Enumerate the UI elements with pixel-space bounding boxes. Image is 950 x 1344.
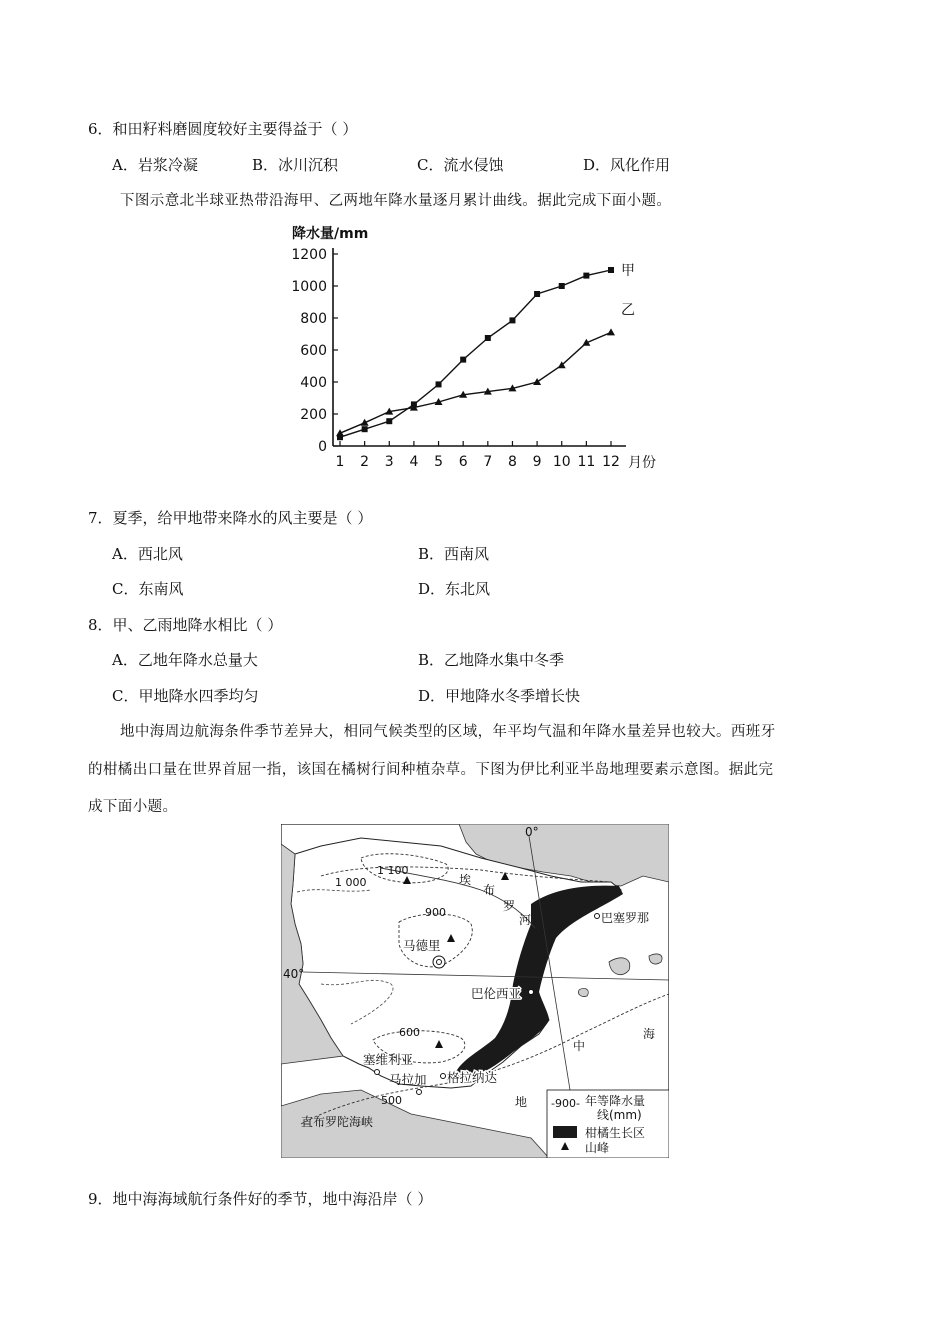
q7-option-b: B．西南风 <box>418 545 490 563</box>
series-2-point <box>361 419 369 426</box>
chart-xtick-label: 2 <box>360 454 370 470</box>
river-char-3: 罗 <box>503 899 516 913</box>
map-legend <box>547 1090 669 1158</box>
series-1-point <box>460 357 466 363</box>
legend-citrus-swatch <box>553 1126 577 1138</box>
question-8-stem: 8．甲、乙雨地降水相比（ ） <box>88 616 283 634</box>
series-2-point <box>607 328 615 335</box>
chart-ytick-label: 400 <box>300 375 327 391</box>
iberia-map <box>281 824 669 1158</box>
legend-isohyet-sample: -900- <box>551 1097 580 1110</box>
q7-option-a: A．西北风 <box>112 545 183 563</box>
sea-char-1: 地 <box>515 1095 528 1109</box>
chart-xtick-label: 4 <box>409 454 419 470</box>
chart-ylabel: 降水量/mm <box>292 226 369 242</box>
intro-paragraph-2-line-2: 的柑橘出口量在世界首屈一指，该国在橘树行间种植杂草。下图为伊比利亚半岛地理要素示意图。据此完 <box>88 762 774 778</box>
q8-option-c: C．甲地降水四季均匀 <box>112 687 259 705</box>
series-1-point <box>608 267 614 273</box>
isohyet-1000-label: 1 000 <box>335 876 367 889</box>
q6-option-b: B．冰川沉积 <box>252 156 339 174</box>
q6-option-d: D．风化作用 <box>583 156 671 174</box>
island-ibiza <box>578 988 588 996</box>
q6-option-c: C．流水侵蚀 <box>417 156 504 174</box>
river-char-4: 河 <box>519 913 532 927</box>
chart-xtick-label: 8 <box>507 454 517 470</box>
question-7-stem: 7．夏季，给甲地带来降水的风主要是（ ） <box>88 509 373 527</box>
isohyet-900-label: 900 <box>425 906 446 919</box>
series-label-1: 甲 <box>621 263 635 279</box>
precipitation-chart <box>280 222 670 477</box>
legend-isohyet-label-2: 线(mm) <box>597 1108 642 1122</box>
series-label-2: 乙 <box>621 302 635 319</box>
series-1-point <box>485 335 491 341</box>
chart-ytick-label: 0 <box>318 439 327 455</box>
barcelona-city-icon <box>595 914 600 919</box>
granada-label: 格拉纳达 <box>447 1070 498 1085</box>
seville-city-icon <box>375 1070 380 1075</box>
malaga-city-icon <box>417 1090 422 1095</box>
chart-xtick-label: 11 <box>577 454 596 470</box>
series-line-1 <box>340 270 611 437</box>
sea-char-2: 中 <box>573 1039 586 1053</box>
legend-peak-label: 山峰 <box>585 1141 610 1155</box>
series-2-point <box>533 378 541 385</box>
sea-char-3: 海 <box>643 1027 656 1041</box>
chart-xtick-label: 10 <box>552 454 571 470</box>
question-6-stem: 6．和田籽料磨圆度较好主要得益于（ ） <box>88 120 358 138</box>
chart-xtick-label: 9 <box>532 454 542 470</box>
legend-citrus-label: 柑橘生长区 <box>585 1126 646 1140</box>
river-char-2: 布 <box>483 883 496 897</box>
seville-label: 塞维利亚 <box>363 1052 414 1067</box>
valencia-label: 巴伦西亚 <box>471 986 522 1001</box>
chart-xtick-label: 5 <box>434 454 444 470</box>
q7-option-d: D．东北风 <box>418 580 491 598</box>
intro-paragraph-2-line-1: 地中海周边航海条件季节差异大，相同气候类型的区域，年平均气温和年降水量差异也较大。西班牙 <box>120 724 776 740</box>
chart-xtick-label: 6 <box>458 454 468 470</box>
chart-xtick-label: 3 <box>384 454 394 470</box>
q7-option-c: C．东南风 <box>112 580 184 598</box>
isohyet-1100-label: 1 100 <box>377 864 409 877</box>
legend-isohyet-label-1: 年等降水量 <box>585 1094 646 1108</box>
chart-ytick-label: 1200 <box>291 247 327 263</box>
series-1-point <box>509 317 515 323</box>
chart-xlabel: 月份 <box>628 455 656 471</box>
chart-ytick-label: 600 <box>300 343 327 359</box>
series-1-point <box>386 418 392 424</box>
chart-ytick-label: 1000 <box>291 279 327 295</box>
intro-paragraph-1: 下图示意北半球亚热带沿海甲、乙两地年降水量逐月累计曲线。据此完成下面小题。 <box>120 193 672 209</box>
series-1-point <box>436 381 442 387</box>
chart-ytick-label: 800 <box>300 311 327 327</box>
series-1-point <box>559 283 565 289</box>
chart-ytick-label: 200 <box>300 407 327 423</box>
q8-option-a: A．乙地年降水总量大 <box>112 651 258 669</box>
series-line-2 <box>340 332 611 433</box>
chart-xtick-label: 7 <box>483 454 493 470</box>
madrid-label: 马德里 <box>403 938 441 953</box>
isohyet-500-label: 500 <box>381 1094 402 1107</box>
lat-40-label: 40° <box>283 967 305 981</box>
chart-xtick-label: 12 <box>602 454 620 470</box>
series-1-point <box>534 291 540 297</box>
question-9-stem: 9．地中海海域航行条件好的季节，地中海沿岸（ ） <box>88 1190 433 1208</box>
series-1-point <box>583 273 589 279</box>
barcelona-label: 巴塞罗那 <box>601 911 650 925</box>
island-menorca <box>649 954 662 964</box>
gibraltar-label: 直布罗陀海峡 <box>301 1115 374 1129</box>
q6-option-a: A．岩浆冷凝 <box>112 156 198 174</box>
granada-city-icon <box>441 1074 446 1079</box>
intro-paragraph-2-line-3: 成下面小题。 <box>88 799 178 815</box>
valencia-city-icon <box>529 990 534 995</box>
river-char-1: 埃 <box>459 873 472 887</box>
lon-0-label: 0° <box>525 825 539 839</box>
malaga-label: 马拉加 <box>389 1072 427 1087</box>
isohyet-600-label: 600 <box>399 1026 420 1039</box>
q8-option-b: B．乙地降水集中冬季 <box>418 651 565 669</box>
q8-option-d: D．甲地降水冬季增长快 <box>418 687 581 705</box>
chart-xtick-label: 1 <box>335 454 345 470</box>
series-1-point <box>362 426 368 432</box>
